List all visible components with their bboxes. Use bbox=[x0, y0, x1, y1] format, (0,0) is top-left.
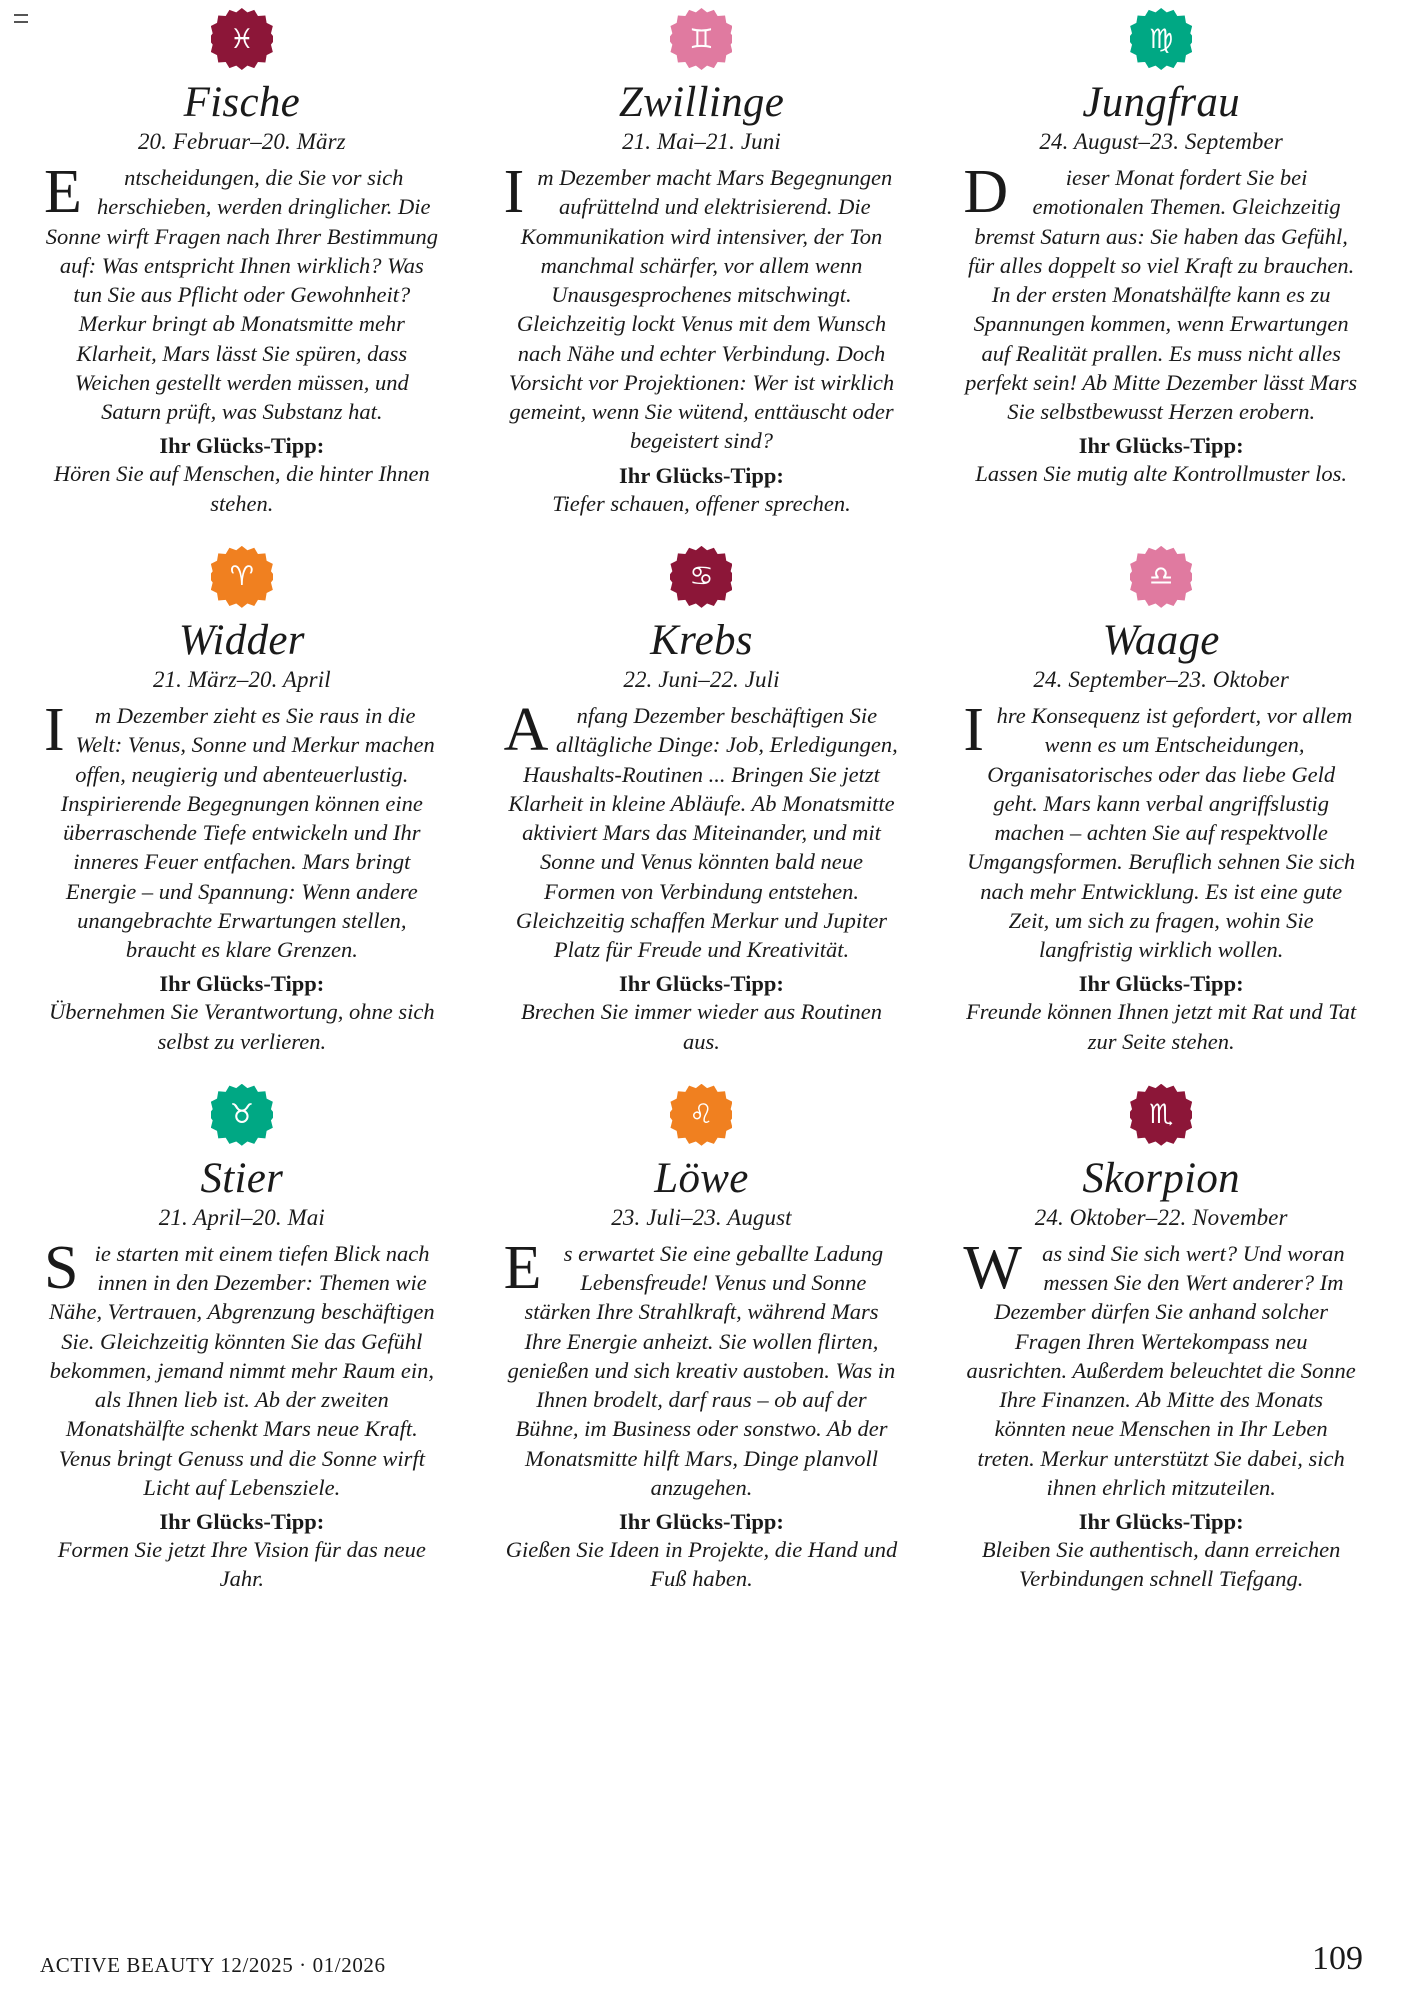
zodiac-grid bbox=[40, 0, 1363, 1622]
sign-body-text: ntscheidungen, die Sie vor sich herschieben, werden dringlicher. Die Sonne wirft Fragen nach Ihrer Bestimmung auf: Was entspricht Ihnen wirklich? Was tun Sie aus Pflicht oder Gewohnheit? Merkur bringt ab Monatsmitte mehr Klarheit, Mars lässt Sie spüren, dass Weichen gestellt werden müssen, und Saturn prüft, was Substanz hat. bbox=[45, 165, 438, 425]
tip-text: Tiefer schauen, offener sprechen. bbox=[552, 490, 851, 516]
tip-label: Ihr Glücks-Tipp: bbox=[1078, 433, 1244, 459]
sign-body-text: ieser Monat fordert Sie bei emotionalen Themen. Gleichzeitig bremst Saturn aus: Sie haben das Gefühl, für alles doppelt so viel Kraft zu brauchen. In der ersten Monatshälfte kann es zu Spannungen kommen, wenn Erwartungen auf Realität prallen. Es muss nicht alles perfekt sein! Ab Mitte Dezember lässt Mars Sie selbstbewusst Herzen erobern. bbox=[965, 165, 1358, 425]
tip-text: Lassen Sie mutig alte Kontrollmuster los. bbox=[975, 461, 1347, 487]
sign-dates: 21. März–20. April bbox=[152, 667, 331, 693]
gemini-icon bbox=[670, 8, 732, 70]
sign-name: Widder bbox=[178, 616, 305, 664]
libra-icon bbox=[1130, 546, 1192, 608]
leo-icon bbox=[670, 1084, 732, 1146]
cancer-icon bbox=[670, 546, 732, 608]
zodiac-card-krebs bbox=[500, 546, 904, 1084]
tip-label: Ihr Glücks-Tipp: bbox=[619, 971, 784, 997]
tip-label: Ihr Glücks-Tipp: bbox=[619, 462, 784, 488]
tip-label: Ihr Glücks-Tipp: bbox=[159, 433, 325, 459]
sign-body-text: as sind Sie sich wert? Und woran messen Sie den Wert anderer? Im Dezember dürfen Sie anhand solcher Fragen Ihren Wertekompass neu ausrichten. Außerdem beleuchtet die Sonne Ihre Finanzen. Ab Mitte des Monats könnten neue Menschen in Ihr Leben treten. Merkur unterstützt Sie dabei, sich ihnen ehrlich mitzuteilen. bbox=[966, 1240, 1356, 1500]
sign-dates: 24. August–23. September bbox=[1039, 129, 1283, 155]
print-registration-mark bbox=[14, 14, 28, 23]
sign-dates: 21. April–20. Mai bbox=[158, 1204, 325, 1230]
sign-name: Jungfrau bbox=[1082, 79, 1240, 126]
dropcap: A bbox=[503, 696, 549, 765]
zodiac-glyph: ♋ bbox=[689, 561, 714, 593]
aries-icon bbox=[211, 546, 273, 608]
sign-body-text: s erwartet Sie eine geballte Ladung Lebensfreude! Venus und Sonne stärken Ihre Strahlkraft, während Mars Ihre Energie anheizt. Sie wollen flirten, genießen und sich kreativ austoben. Was in Ihnen brodelt, darf raus – ob auf der Bühne, im Business oder sonstwo. Ab der Monatsmitte hilft Mars, Dinge planvoll anzugehen. bbox=[507, 1240, 896, 1500]
sign-body bbox=[503, 1233, 900, 1502]
sign-name: Krebs bbox=[650, 616, 753, 664]
sign-body-text: hre Konsequenz ist gefordert, vor allem wenn es um Entscheidungen, Organisatorisches oder das liebe Geld geht. Mars kann verbal angriffslustig machen – achten Sie auf respektvolle Umgangsformen. Beruflich sehnen Sie sich nach mehr Entwicklung. Es ist eine gute Zeit, um sich zu fragen, wohin Sie langfristig wirklich wollen. bbox=[967, 703, 1356, 963]
dropcap: S bbox=[44, 1233, 79, 1302]
pisces-icon bbox=[211, 8, 273, 70]
tip-text: Freunde können Ihnen jetzt mit Rat und Tat zur Seite stehen. bbox=[966, 999, 1357, 1054]
sign-body-text: ie starten mit einem tiefen Blick nach innen in den Dezember: Themen wie Nähe, Vertrauen, Abgrenzung beschäftigen Sie. Gleichzeitig könnten Sie das Gefühl bekommen, jemand nimmt mehr Raum ein, als Ihnen lieb ist. Ab der zweiten Monatshälfte schenkt Mars neue Kraft. Venus bringt Genuss und die Sonne wirft Licht auf Lebensziele. bbox=[49, 1240, 435, 1500]
dropcap: I bbox=[503, 158, 525, 227]
dropcap: I bbox=[963, 696, 984, 765]
sign-body bbox=[503, 158, 900, 456]
tip-label: Ihr Glücks-Tipp: bbox=[619, 1509, 784, 1535]
zodiac-glyph: ♍ bbox=[1149, 23, 1174, 55]
zodiac-card-loewe bbox=[500, 1084, 904, 1622]
sign-body bbox=[44, 1233, 440, 1502]
zodiac-card-zwillinge bbox=[500, 8, 904, 546]
zodiac-glyph: ♎ bbox=[1149, 561, 1174, 593]
sign-name: Fische bbox=[183, 79, 301, 126]
dropcap: E bbox=[44, 158, 82, 227]
zodiac-card-skorpion bbox=[959, 1084, 1363, 1622]
dropcap: I bbox=[44, 696, 65, 765]
tip-text: Übernehmen Sie Verantwortung, ohne sich selbst zu verlieren. bbox=[49, 999, 435, 1054]
dropcap: W bbox=[963, 1233, 1022, 1302]
sign-dates: 21. Mai–21. Juni bbox=[622, 129, 781, 155]
sign-name: Waage bbox=[1102, 616, 1220, 664]
sign-body-text: m Dezember zieht es Sie raus in die Welt: Venus, Sonne und Merkur machen offen, neugierig und abenteuerlustig. Inspirierende Begegnungen können eine überraschende Tiefe entwickeln und Ihr inneres Feuer entfachen. Mars bringt Energie – und Spannung: Wenn andere unangebrachte Erwartungen stellen, braucht es klare Grenzen. bbox=[60, 703, 435, 963]
sign-dates: 24. September–23. Oktober bbox=[1033, 667, 1289, 693]
page-footer bbox=[40, 1940, 1363, 1978]
dropcap: D bbox=[963, 158, 1009, 227]
sign-dates: 23. Juli–23. August bbox=[611, 1204, 792, 1230]
zodiac-card-jungfrau bbox=[959, 8, 1363, 546]
zodiac-glyph: ♈ bbox=[229, 561, 254, 593]
zodiac-glyph: ♏ bbox=[1149, 1099, 1174, 1131]
tip-text: Brechen Sie immer wieder aus Routinen aus. bbox=[521, 999, 882, 1054]
sign-dates: 22. Juni–22. Juli bbox=[623, 667, 780, 693]
tip-text: Bleiben Sie authentisch, dann erreichen Verbindungen schnell Tiefgang. bbox=[981, 1537, 1341, 1592]
zodiac-card-waage bbox=[959, 546, 1363, 1084]
sign-body bbox=[963, 1233, 1359, 1502]
zodiac-card-fische bbox=[40, 8, 444, 546]
footer-issue-line: ACTIVE BEAUTY 12/2025 · 01/2026 bbox=[40, 1953, 386, 1977]
sign-name: Skorpion bbox=[1082, 1154, 1240, 1202]
scorpio-icon bbox=[1130, 1084, 1192, 1146]
tip-label: Ihr Glücks-Tipp: bbox=[1078, 1509, 1244, 1535]
footer-page-number: 109 bbox=[1312, 1940, 1363, 1977]
tip-text: Formen Sie jetzt Ihre Vision für das neue Jahr. bbox=[57, 1537, 426, 1592]
sign-body-text: nfang Dezember beschäftigen Sie alltägliche Dinge: Job, Erledigungen, Haushalts-Routinen ... Bringen Sie jetzt Klarheit in kleine Abläufe. Ab Monatsmitte aktiviert Mars das Miteinander, und mit Sonne und Venus könnten bald neue Formen von Verbindung entstehen. Gleichzeitig schaffen Merkur und Jupiter Platz für Freude und Kreativität. bbox=[508, 703, 898, 963]
sign-body bbox=[44, 158, 440, 426]
taurus-icon bbox=[211, 1084, 273, 1146]
zodiac-glyph: ♊ bbox=[689, 23, 714, 55]
sign-dates: 20. Februar–20. März bbox=[137, 129, 346, 155]
sign-body-text: m Dezember macht Mars Begegnungen aufrüttelnd und elektrisierend. Die Kommunikation wird intensiver, der Ton manchmal schärfer, vor allem wenn Unausgesprochenes mitschwingt. Gleichzeitig lockt Venus mit dem Wunsch nach Nähe und echter Verbindung. Doch Vorsicht vor Projektionen: Wer ist wirklich gemeint, wenn Sie wütend, enttäuscht oder begeistert sind? bbox=[508, 165, 895, 454]
tip-label: Ihr Glücks-Tipp: bbox=[159, 1509, 325, 1535]
zodiac-glyph: ♓ bbox=[229, 23, 254, 55]
zodiac-glyph: ♉ bbox=[229, 1099, 254, 1131]
sign-body bbox=[963, 696, 1359, 964]
sign-body bbox=[503, 696, 900, 964]
sign-body bbox=[963, 158, 1359, 426]
sign-name: Löwe bbox=[654, 1154, 749, 1202]
sign-name: Zwillinge bbox=[618, 79, 785, 126]
virgo-icon bbox=[1130, 8, 1192, 70]
tip-text: Gießen Sie Ideen in Projekte, die Hand und Fuß haben. bbox=[505, 1537, 898, 1592]
sign-dates: 24. Oktober–22. November bbox=[1034, 1204, 1288, 1230]
tip-text: Hören Sie auf Menschen, die hinter Ihnen stehen. bbox=[53, 461, 430, 516]
sign-body bbox=[44, 696, 440, 964]
zodiac-glyph: ♌ bbox=[689, 1099, 714, 1131]
sign-name: Stier bbox=[200, 1154, 284, 1202]
dropcap: E bbox=[503, 1233, 542, 1302]
tip-label: Ihr Glücks-Tipp: bbox=[1078, 971, 1244, 997]
tip-label: Ihr Glücks-Tipp: bbox=[159, 971, 325, 997]
zodiac-card-widder bbox=[40, 546, 444, 1084]
zodiac-card-stier bbox=[40, 1084, 444, 1622]
